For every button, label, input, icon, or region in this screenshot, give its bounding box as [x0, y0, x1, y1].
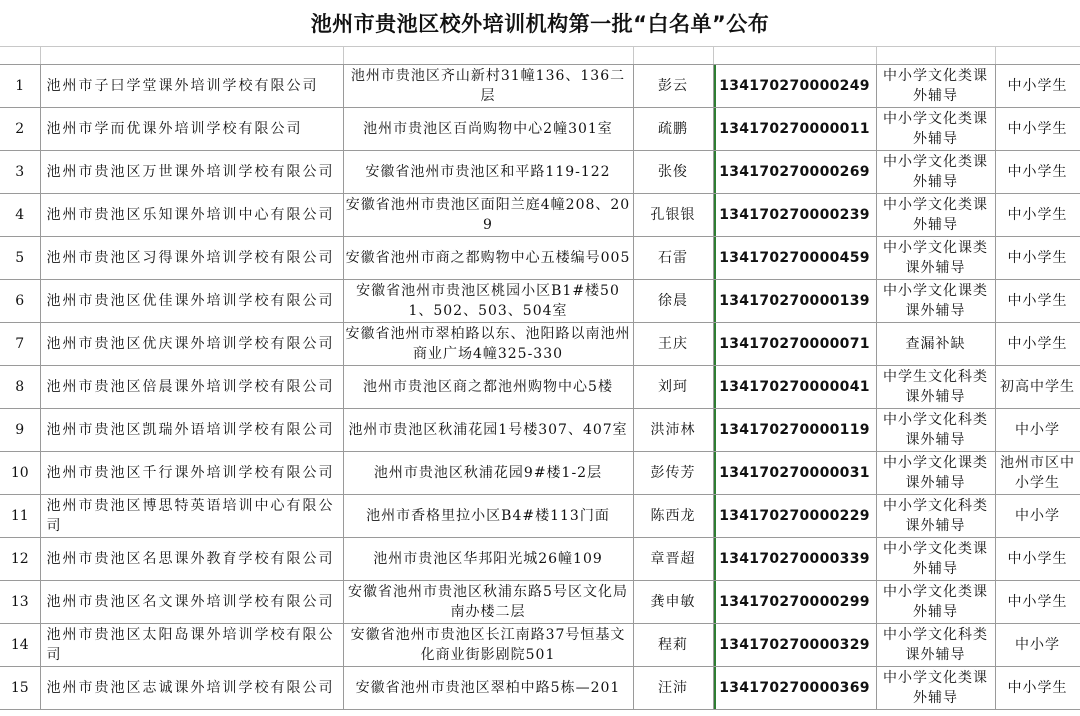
- legal-representative-cell: 刘珂: [633, 366, 713, 409]
- license-number-cell: 134170270000249: [713, 65, 876, 108]
- institution-address-cell: 池州市贵池区齐山新村31幢136、136二层: [343, 65, 633, 108]
- legal-representative-cell: 石雷: [633, 237, 713, 280]
- institution-name-cell: 池州市贵池区习得课外培训学校有限公司: [40, 237, 343, 280]
- row-number-cell: 1: [0, 65, 40, 108]
- table-row: [0, 194, 1080, 237]
- business-scope-cell: 中小学文化课类课外辅导: [876, 237, 995, 280]
- table-row: [0, 323, 1080, 366]
- institution-address-cell: 安徽省池州市贵池区翠柏中路5栋—201: [343, 667, 633, 710]
- target-students-cell: 中小学生: [995, 323, 1080, 366]
- legal-representative-cell: 彭云: [633, 65, 713, 108]
- target-students-cell: 中小学生: [995, 194, 1080, 237]
- target-students-cell: 中小学生: [995, 667, 1080, 710]
- business-scope-cell: 中小学文化类课外辅导: [876, 581, 995, 624]
- empty-row-divider: [876, 46, 877, 64]
- business-scope-cell: 中小学文化类课外辅导: [876, 194, 995, 237]
- institution-name-cell: 池州市贵池区优佳课外培训学校有限公司: [40, 280, 343, 323]
- row-number-cell: 11: [0, 495, 40, 538]
- table-row: [0, 624, 1080, 667]
- institution-address-cell: 安徽省池州市贵池区面阳兰庭4幢208、209: [343, 194, 633, 237]
- legal-representative-cell: 疏鹏: [633, 108, 713, 151]
- target-students-cell: 中小学: [995, 409, 1080, 452]
- target-students-cell: 池州市区中小学生: [995, 452, 1080, 495]
- row-number-cell: 14: [0, 624, 40, 667]
- business-scope-cell: 中小学文化类课外辅导: [876, 65, 995, 108]
- institution-name-cell: 池州市贵池区名文课外培训学校有限公司: [40, 581, 343, 624]
- row-number-cell: 12: [0, 538, 40, 581]
- target-students-cell: 中小学生: [995, 65, 1080, 108]
- license-number-cell: 134170270000229: [713, 495, 876, 538]
- license-number-cell: 134170270000041: [713, 366, 876, 409]
- license-number-cell: 134170270000269: [713, 151, 876, 194]
- target-students-cell: 中小学生: [995, 581, 1080, 624]
- row-number-cell: 3: [0, 151, 40, 194]
- business-scope-cell: 中小学文化课类课外辅导: [876, 280, 995, 323]
- row-number-cell: 13: [0, 581, 40, 624]
- legal-representative-cell: 徐晨: [633, 280, 713, 323]
- institution-name-cell: 池州市贵池区太阳岛课外培训学校有限公司: [40, 624, 343, 667]
- legal-representative-cell: 龚申敏: [633, 581, 713, 624]
- row-number-cell: 6: [0, 280, 40, 323]
- institution-address-cell: 池州市贵池区百尚购物中心2幢301室: [343, 108, 633, 151]
- legal-representative-cell: 张俊: [633, 151, 713, 194]
- target-students-cell: 中小学生: [995, 237, 1080, 280]
- target-students-cell: 中小学: [995, 495, 1080, 538]
- next-row-cutoff: [0, 708, 1080, 716]
- row-number-cell: 15: [0, 667, 40, 710]
- legal-representative-cell: 陈西龙: [633, 495, 713, 538]
- license-number-cell: 134170270000459: [713, 237, 876, 280]
- table-row: [0, 237, 1080, 280]
- license-number-cell: 134170270000299: [713, 581, 876, 624]
- license-number-cell: 134170270000369: [713, 667, 876, 710]
- legal-representative-cell: 程莉: [633, 624, 713, 667]
- business-scope-cell: 中小学文化类课外辅导: [876, 538, 995, 581]
- license-number-cell: 134170270000339: [713, 538, 876, 581]
- empty-row-divider: [343, 46, 344, 64]
- empty-row-divider: [633, 46, 634, 64]
- institution-address-cell: 安徽省池州市翠柏路以东、池阳路以南池州商业广场4幢325-330: [343, 323, 633, 366]
- row-number-cell: 7: [0, 323, 40, 366]
- legal-representative-cell: 洪沛林: [633, 409, 713, 452]
- table-row: [0, 151, 1080, 194]
- page-title: 池州市贵池区校外培训机构第一批“白名单”公布: [310, 12, 770, 36]
- table-row: [0, 280, 1080, 323]
- business-scope-cell: 中小学文化科类课外辅导: [876, 495, 995, 538]
- institution-name-cell: 池州市贵池区千行课外培训学校有限公司: [40, 452, 343, 495]
- institution-name-cell: 池州市贵池区名思课外教育学校有限公司: [40, 538, 343, 581]
- license-number-cell: 134170270000031: [713, 452, 876, 495]
- license-number-cell: 134170270000239: [713, 194, 876, 237]
- legal-representative-cell: 章晋超: [633, 538, 713, 581]
- institution-address-cell: 池州市贵池区秋浦花园1号楼307、407室: [343, 409, 633, 452]
- target-students-cell: 初高中学生: [995, 366, 1080, 409]
- institution-name-cell: 池州市贵池区凯瑞外语培训学校有限公司: [40, 409, 343, 452]
- row-number-cell: 4: [0, 194, 40, 237]
- institution-name-cell: 池州市子曰学堂课外培训学校有限公司: [40, 65, 343, 108]
- institution-address-cell: 安徽省池州市贵池区桃园小区B1#楼501、502、503、504室: [343, 280, 633, 323]
- institution-name-cell: 池州市贵池区博思特英语培训中心有限公司: [40, 495, 343, 538]
- institution-address-cell: 池州市贵池区华邦阳光城26幢109: [343, 538, 633, 581]
- row-number-cell: 2: [0, 108, 40, 151]
- empty-row-divider: [713, 46, 714, 64]
- license-number-cell: 134170270000139: [713, 280, 876, 323]
- table-row: [0, 65, 1080, 108]
- table-body: [0, 65, 1080, 710]
- table-row: [0, 581, 1080, 624]
- legal-representative-cell: 彭传芳: [633, 452, 713, 495]
- business-scope-cell: 中小学文化类课外辅导: [876, 151, 995, 194]
- business-scope-cell: 中小学文化类课外辅导: [876, 667, 995, 710]
- target-students-cell: 中小学: [995, 624, 1080, 667]
- legal-representative-cell: 孔银银: [633, 194, 713, 237]
- table-row: [0, 366, 1080, 409]
- table-row: [0, 667, 1080, 710]
- institution-name-cell: 池州市贵池区万世课外培训学校有限公司: [40, 151, 343, 194]
- target-students-cell: 中小学生: [995, 538, 1080, 581]
- institution-address-cell: 池州市贵池区商之都池州购物中心5楼: [343, 366, 633, 409]
- target-students-cell: 中小学生: [995, 108, 1080, 151]
- table-row: [0, 409, 1080, 452]
- institution-address-cell: 安徽省池州市贵池区和平路119-122: [343, 151, 633, 194]
- business-scope-cell: 查漏补缺: [876, 323, 995, 366]
- legal-representative-cell: 王庆: [633, 323, 713, 366]
- table-row: [0, 495, 1080, 538]
- row-number-cell: 9: [0, 409, 40, 452]
- business-scope-cell: 中小学文化类课外辅导: [876, 108, 995, 151]
- target-students-cell: 中小学生: [995, 280, 1080, 323]
- whitelist-table: [0, 64, 1080, 710]
- legal-representative-cell: 汪沛: [633, 667, 713, 710]
- empty-row-top-border: [0, 46, 1080, 47]
- license-number-cell: 134170270000071: [713, 323, 876, 366]
- institution-name-cell: 池州市贵池区倍晨课外培训学校有限公司: [40, 366, 343, 409]
- institution-address-cell: 池州市香格里拉小区B4#楼113门面: [343, 495, 633, 538]
- license-number-cell: 134170270000329: [713, 624, 876, 667]
- table-row: [0, 452, 1080, 495]
- institution-name-cell: 池州市贵池区乐知课外培训中心有限公司: [40, 194, 343, 237]
- row-number-cell: 5: [0, 237, 40, 280]
- institution-name-cell: 池州市学而优课外培训学校有限公司: [40, 108, 343, 151]
- empty-row-divider: [40, 46, 41, 64]
- row-number-cell: 10: [0, 452, 40, 495]
- business-scope-cell: 中学生文化科类课外辅导: [876, 366, 995, 409]
- license-number-cell: 134170270000011: [713, 108, 876, 151]
- business-scope-cell: 中小学文化课类课外辅导: [876, 452, 995, 495]
- business-scope-cell: 中小学文化科类课外辅导: [876, 624, 995, 667]
- institution-name-cell: 池州市贵池区志诚课外培训学校有限公司: [40, 667, 343, 710]
- institution-name-cell: 池州市贵池区优庆课外培训学校有限公司: [40, 323, 343, 366]
- table-row: [0, 108, 1080, 151]
- table-row: [0, 538, 1080, 581]
- institution-address-cell: 安徽省池州市商之都购物中心五楼编号005: [343, 237, 633, 280]
- target-students-cell: 中小学生: [995, 151, 1080, 194]
- institution-address-cell: 安徽省池州市贵池区长江南路37号恒基文化商业街影剧院501: [343, 624, 633, 667]
- row-number-cell: 8: [0, 366, 40, 409]
- institution-address-cell: 池州市贵池区秋浦花园9#楼1-2层: [343, 452, 633, 495]
- business-scope-cell: 中小学文化科类课外辅导: [876, 409, 995, 452]
- institution-address-cell: 安徽省池州市贵池区秋浦东路5号区文化局南办楼二层: [343, 581, 633, 624]
- license-number-cell: 134170270000119: [713, 409, 876, 452]
- empty-row-divider: [995, 46, 996, 64]
